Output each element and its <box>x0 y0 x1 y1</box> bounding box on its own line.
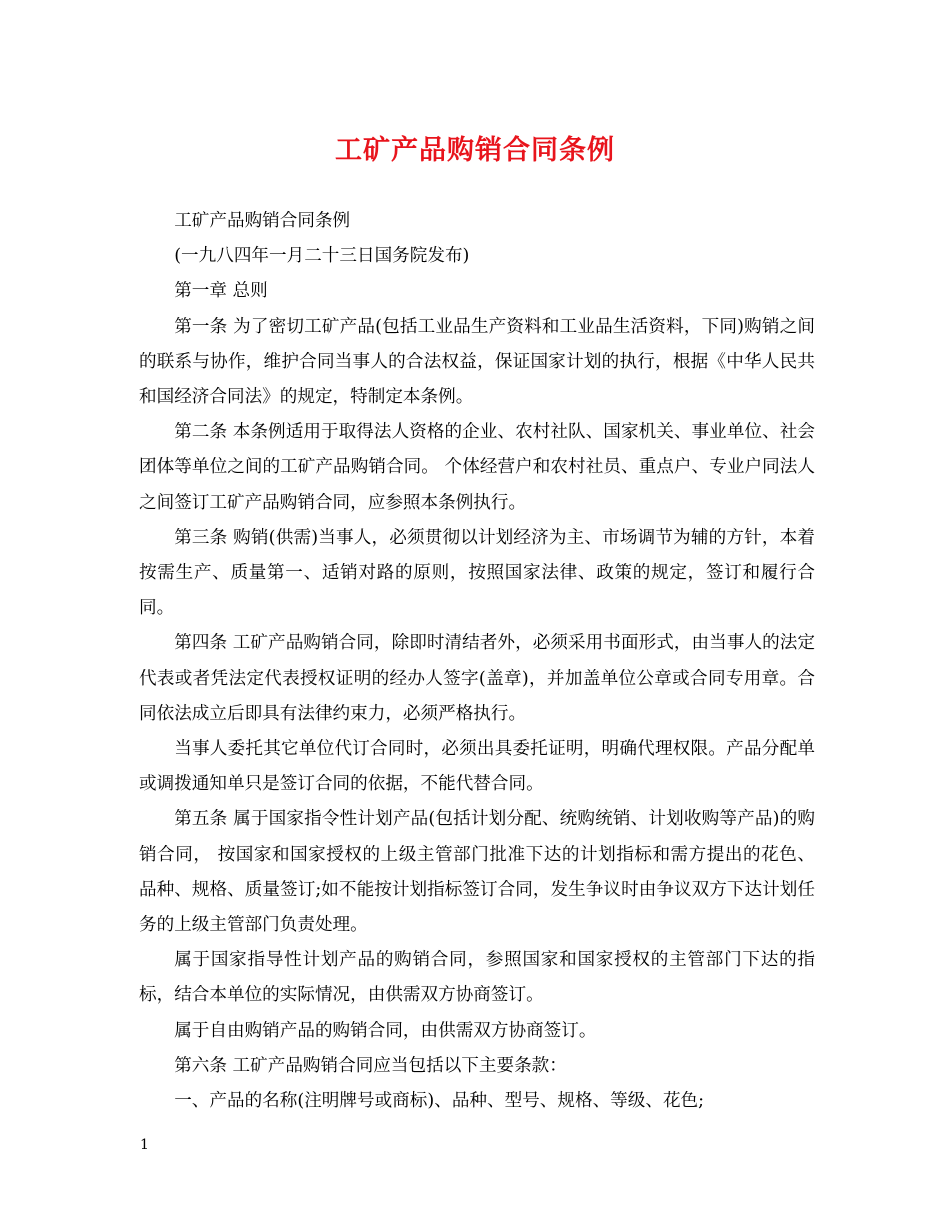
paragraph-article-3: 第三条 购销(供需)当事人，必须贯彻以计划经济为主、市场调节为辅的方针，本着按需生产、质量第一、适销对路的原则，按照国家法律、政策的规定，签订和履行合同。 <box>139 527 815 619</box>
document-title: 工矿产品购销合同条例 <box>335 135 615 166</box>
paragraph-article-5: 第五条 属于国家指令性计划产品(包括计划分配、统购统销、计划收购等产品)的购销合同， 按国家和国家授权的上级主管部门批准下达的计划指标和需方提出的花色、 品种、规格、质量签订;如不能按计划指标签订合同，发生争议时由争议双方下达计划任务的上级主管部门负责处理。 <box>139 809 815 936</box>
paragraph-article-4-cont: 当事人委托其它单位代订合同时，必须出具委托证明，明确代理权限。产品分配单或调拨通知单只是签订合同的依据，不能代替合同。 <box>139 739 815 795</box>
paragraph-article-6-item-1: 一、产品的名称(注明牌号或商标)、品种、型号、规格、等级、花色; <box>174 1091 705 1112</box>
paragraph-issue-date: (一九八四年一月二十三日国务院发布) <box>174 246 470 267</box>
paragraph-subtitle: 工矿产品购销合同条例 <box>174 211 351 231</box>
paragraph-article-5-free: 属于自由购销产品的购销合同，由供需双方协商签订。 <box>174 1020 597 1041</box>
paragraph-article-1: 第一条 为了密切工矿产品(包括工业品生产资料和工业品生活资料，下同)购销之间的联系与协作，维护合同当事人的合法权益，保证国家计划的执行，根据《中华人民共和国经济合同法》的规定，特制定本条例。 <box>139 316 815 408</box>
paragraph-article-4: 第四条 工矿产品购销合同，除即时清结者外，必须采用书面形式，由当事人的法定代表或者凭法定代表授权证明的经办人签字(盖章)，并加盖单位公章或合同专用章。合同依法成立后即具有法律约束力，必须严格执行。 <box>139 633 815 724</box>
paragraph-article-2: 第二条 本条例适用于取得法人资格的企业、农村社队、国家机关、事业单位、社会团体等单位之间的工矿产品购销合同。 个体经营户和农村社员、重点户、专业户同法人之间签订工矿产品购销合同，应参照本条例执行。 <box>139 422 815 513</box>
paragraph-chapter-heading: 第一章 总则 <box>174 281 268 302</box>
page-number: 1 <box>140 1137 149 1153</box>
paragraph-article-5-guidance: 属于国家指导性计划产品的购销合同，参照国家和国家授权的主管部门下达的指标，结合本单位的实际情况，由供需双方协商签订。 <box>139 950 815 1006</box>
document-body <box>139 204 815 1119</box>
paragraph-article-6: 第六条 工矿产品购销合同应当包括以下主要条款： <box>174 1055 567 1076</box>
